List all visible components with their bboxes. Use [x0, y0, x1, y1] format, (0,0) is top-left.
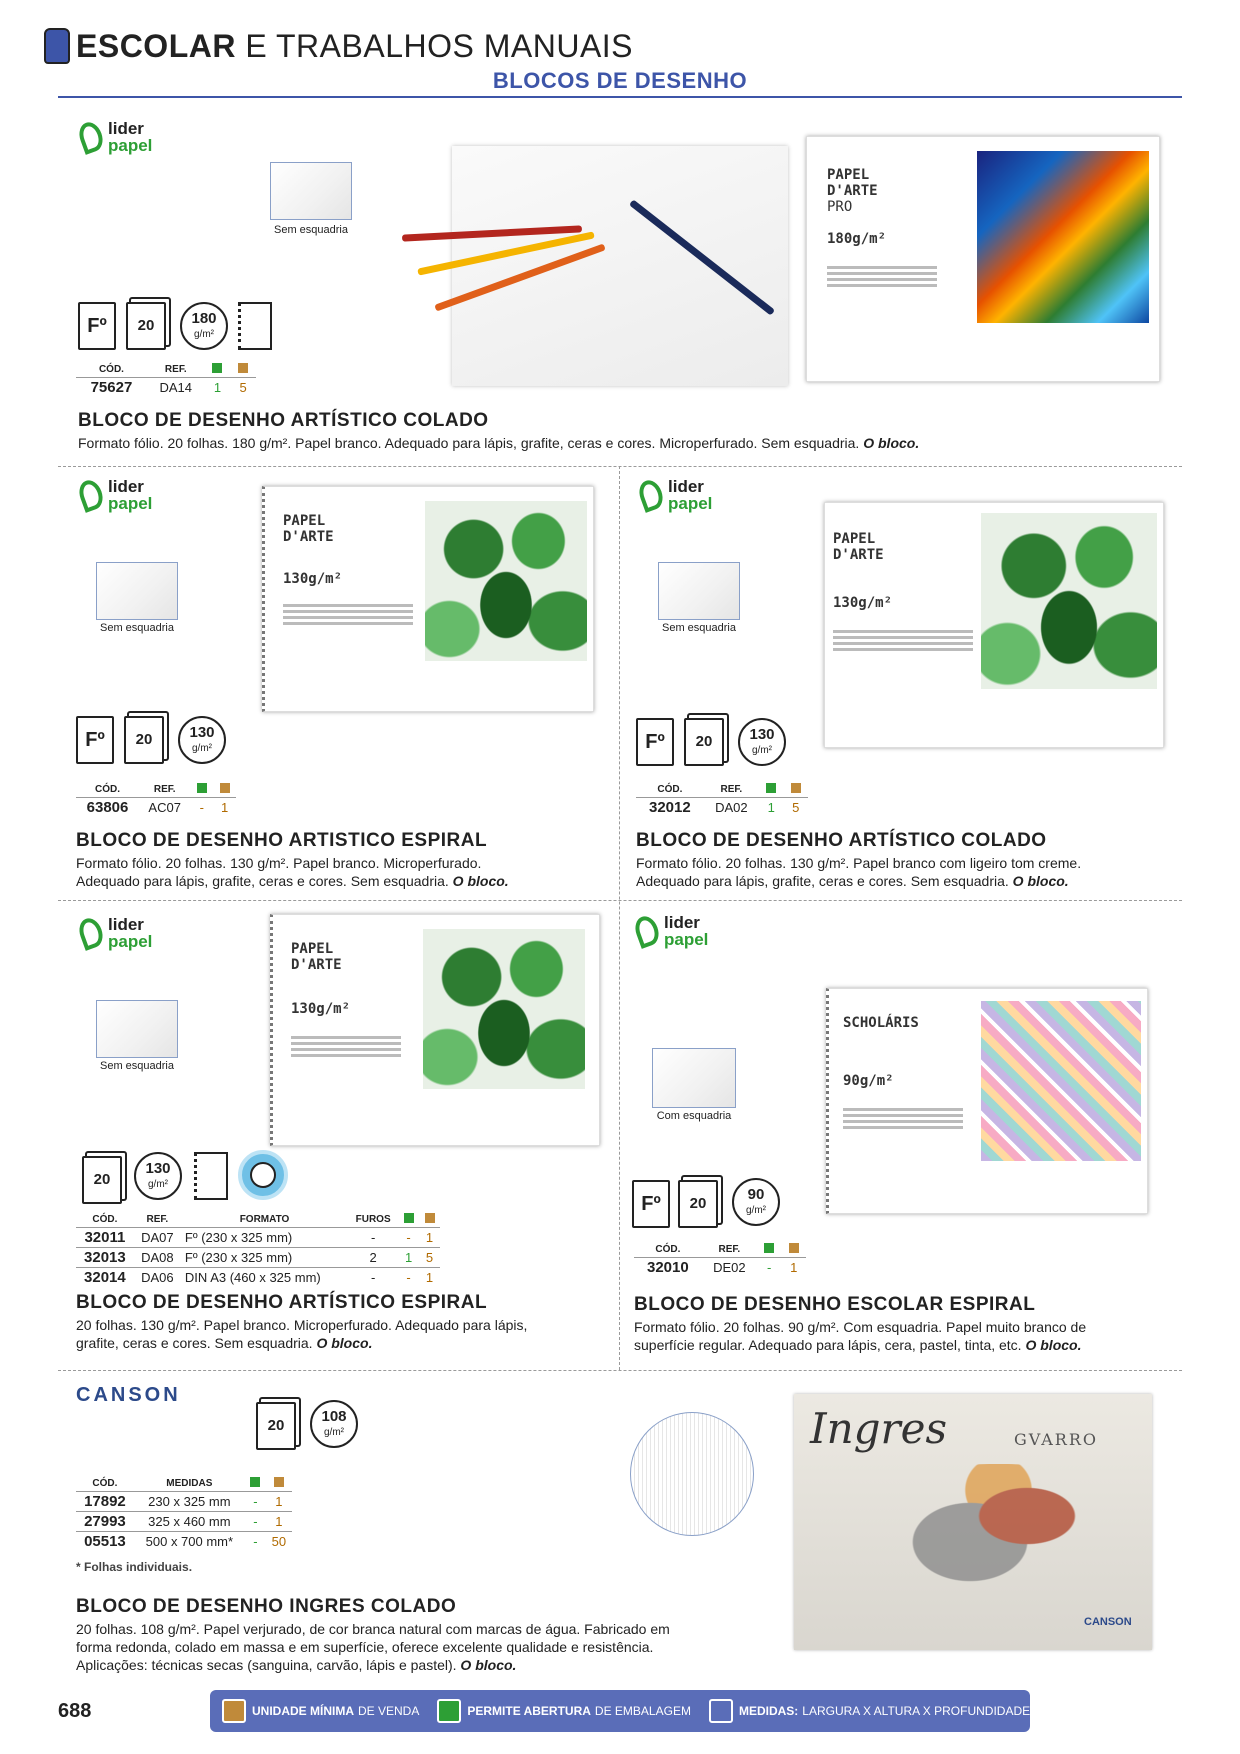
sample-label: Sem esquadria	[662, 622, 736, 634]
canson-logo: CANSON	[76, 1384, 181, 1406]
product-table: CÓD. REF. 75627 DA14 1 5	[76, 362, 256, 397]
product-table: CÓD. REF. 63806 AC07 - 1	[76, 782, 236, 817]
product-title: BLOCO DE DESENHO ARTÍSTICO COLADO	[636, 830, 1047, 851]
cover-artwork	[423, 929, 585, 1089]
product-title: BLOCO DE DESENHO ARTISTICO ESPIRAL	[76, 830, 488, 851]
liderpapel-logo: lider papel	[80, 478, 152, 512]
product-table: CÓD. MEDIDAS 17892 230 x 325 mm - 1 27993 325 x 460 mm - 1 05513 500 x 700 mm* - 50	[76, 1476, 292, 1551]
product-description: Formato fólio. 20 folhas. 130 g/m². Papel branco. Microperfurado. Adequado para lápis, grafite, ceras e cores. Sem esquadria. O bloco.	[76, 855, 509, 889]
sheets-icon: 20	[684, 718, 724, 766]
open-pack-icon	[437, 1699, 461, 1723]
paper-sample	[270, 162, 352, 220]
product-description: Formato fólio. 20 folhas. 180 g/m². Papel branco. Adequado para lápis, grafite, ceras e cores. Microperfurado. Sem esquadria. O bloco.	[78, 435, 920, 451]
sheets-icon: 20	[82, 1156, 122, 1204]
box-icon	[220, 783, 230, 793]
product-title: BLOCO DE DESENHO ESCOLAR ESPIRAL	[634, 1294, 1036, 1315]
liderpapel-logo: lider papel	[80, 120, 152, 154]
divider	[58, 1370, 1182, 1371]
sample-label: Sem esquadria	[274, 224, 348, 236]
paper-sample	[652, 1048, 736, 1108]
table-row: 05513 500 x 700 mm* - 50	[76, 1532, 292, 1552]
product-cover: PAPEL D'ARTE 130g/m²	[270, 914, 600, 1146]
box-icon	[791, 783, 801, 793]
liderpapel-logo: lider papel	[640, 478, 712, 512]
box-icon	[222, 1699, 246, 1723]
legend-item: UNIDADE MÍNIMA DE VENDA	[222, 1699, 419, 1723]
product-title: BLOCO DE DESENHO ARTÍSTICO ESPIRAL	[76, 1292, 488, 1313]
open-pack-icon	[766, 783, 776, 793]
legend-item: PERMITE ABERTURA DE EMBALAGEM	[437, 1699, 691, 1723]
page-number: 688	[58, 1700, 92, 1722]
grammage-icon: 180 g/m²	[180, 302, 228, 350]
grammage-icon: 108 g/m²	[310, 1400, 358, 1448]
sheets-icon: 20	[124, 716, 164, 764]
pencil-blue	[629, 199, 775, 315]
grammage-icon: 130 g/m²	[738, 718, 786, 766]
box-icon	[425, 1213, 435, 1223]
perforation-icon	[194, 1152, 228, 1200]
table-row: 63806 AC07 - 1	[76, 798, 236, 818]
product-cover: PAPEL D'ARTE 130g/m²	[824, 502, 1164, 748]
sheets-icon: 20	[126, 302, 166, 350]
open-pack-icon	[764, 1243, 774, 1253]
grammage-icon: 90 g/m²	[732, 1178, 780, 1226]
open-pack-icon	[404, 1213, 414, 1223]
table-row: 32011 DA07 Fº (230 x 325 mm) - - 1	[76, 1228, 440, 1248]
product-description: Formato fólio. 20 folhas. 90 g/m². Com esquadria. Papel muito branco de superfície regular. Adequado para lápis, cera, pastel, tinta, etc. O bloco.	[634, 1319, 1087, 1353]
product-title: BLOCO DE DESENHO ARTÍSTICO COLADO	[78, 410, 489, 431]
paper-sample	[96, 562, 178, 620]
table-row: 32010 DE02 - 1	[634, 1258, 806, 1278]
open-pack-icon	[250, 1477, 260, 1487]
page-subtitle: BLOCOS DE DESENHO	[492, 68, 748, 93]
product-description: Formato fólio. 20 folhas. 130 g/m². Papel branco com ligeiro tom creme. Adequado para lápis, grafite, ceras e cores. Sem esquadria. O bloco.	[636, 855, 1082, 889]
product-cover: PAPEL D'ARTE 130g/m²	[262, 486, 594, 712]
backpack-icon	[44, 28, 70, 64]
header-divider	[58, 96, 1182, 98]
cover-artwork	[981, 1001, 1141, 1161]
paper-texture-sample	[630, 1412, 754, 1536]
product-cover: Ingres GVARRO CANSON	[794, 1394, 1152, 1650]
table-row: 32014 DA06 DIN A3 (460 x 325 mm) - - 1	[76, 1268, 440, 1288]
format-icon: Fº	[76, 716, 114, 764]
quality-badge-icon	[238, 1150, 288, 1200]
grammage-icon: 130 g/m²	[178, 716, 226, 764]
sample-label: Com esquadria	[656, 1110, 732, 1122]
cover-artwork	[425, 501, 587, 661]
product-table: CÓD. REF. FORMATO FUROS 32011 DA07 Fº (230 x 325 mm) - - 1 32013 DA08 Fº (230 x 325 mm) 2 1 5 32014 DA06 DIN A3 (460 x 325 mm) - - 1	[76, 1212, 440, 1287]
table-row: 17892 230 x 325 mm - 1	[76, 1492, 292, 1512]
column-divider	[619, 466, 620, 1370]
sheets-icon: 20	[256, 1402, 296, 1450]
format-icon: Fº	[636, 718, 674, 766]
open-pack-icon	[212, 363, 222, 373]
format-icon: Fº	[78, 302, 116, 350]
liderpapel-logo: lider papel	[636, 914, 708, 948]
product-table: CÓD. REF. 32012 DA02 1 5	[636, 782, 808, 817]
product-description: 20 folhas. 130 g/m². Papel branco. Microperfurado. Adequado para lápis, grafite, ceras e cores. Sem esquadria. O bloco.	[76, 1317, 528, 1351]
product-photo	[452, 146, 788, 386]
sample-label: Sem esquadria	[100, 1060, 174, 1072]
sample-label: Sem esquadria	[100, 622, 174, 634]
paper-sample	[658, 562, 740, 620]
cover-artwork	[981, 513, 1157, 689]
table-row: 32012 DA02 1 5	[636, 798, 808, 818]
page-title: ESCOLAR E TRABALHOS MANUAIS	[76, 28, 634, 64]
divider	[58, 900, 1182, 901]
cover-artwork	[894, 1464, 1084, 1594]
product-cover: PAPEL D'ARTE PRO 180g/m²	[806, 136, 1160, 382]
legend-item: MEDIDAS: LARGURA X ALTURA X PROFUNDIDADE	[709, 1699, 1030, 1723]
sheets-icon: 20	[678, 1180, 718, 1228]
product-title: BLOCO DE DESENHO INGRES COLADO	[76, 1596, 457, 1617]
divider	[58, 466, 1182, 467]
box-icon	[238, 363, 248, 373]
perforation-icon	[238, 302, 272, 350]
grammage-icon: 130 g/m²	[134, 1152, 182, 1200]
open-pack-icon	[197, 783, 207, 793]
footnote: * Folhas individuais.	[76, 1560, 193, 1574]
table-row: 75627 DA14 1 5	[76, 378, 256, 398]
product-description: 20 folhas. 108 g/m². Papel verjurado, de cor branca natural com marcas de água. Fabricado em forma redonda, colado em massa e em superfície, oferece excelente qualidade e resistência. Aplicações: técnicas secas (sanguina, carvão, lápis e pastel). O bloco.	[76, 1621, 670, 1673]
table-row: 32013 DA08 Fº (230 x 325 mm) 2 1 5	[76, 1248, 440, 1268]
legend-bar	[210, 1690, 1030, 1732]
paper-sample	[96, 1000, 178, 1058]
cover-artwork	[977, 151, 1149, 323]
product-cover: SCHOLÁRIS 90g/m²	[826, 988, 1148, 1214]
dimensions-icon	[709, 1699, 733, 1723]
box-icon	[274, 1477, 284, 1487]
format-icon: Fº	[632, 1180, 670, 1228]
product-table: CÓD. REF. 32010 DE02 - 1	[634, 1242, 806, 1277]
table-row: 27993 325 x 460 mm - 1	[76, 1512, 292, 1532]
liderpapel-logo: lider papel	[80, 916, 152, 950]
box-icon	[789, 1243, 799, 1253]
